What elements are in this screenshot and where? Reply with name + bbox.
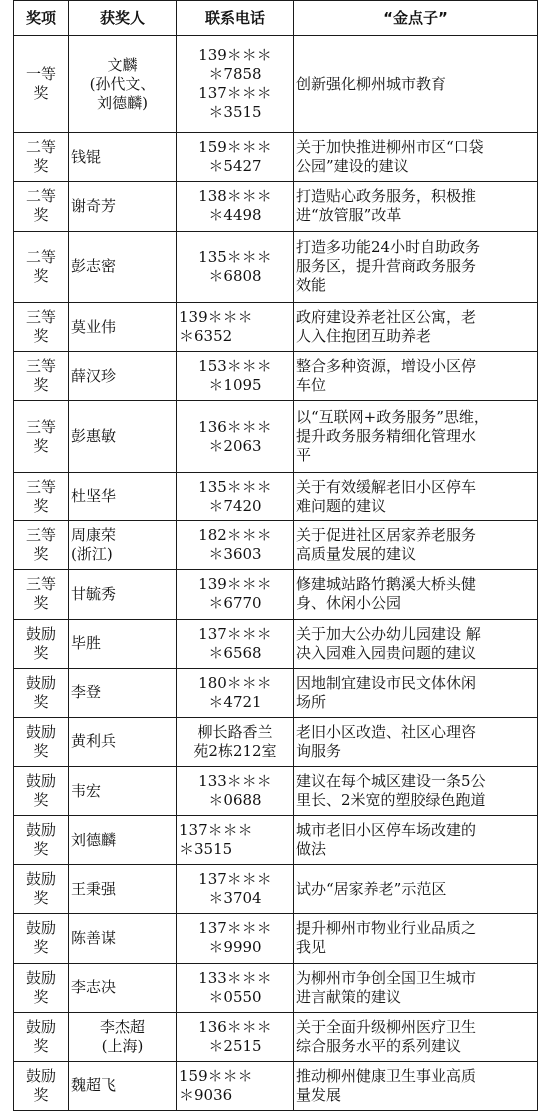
winner-name: 莫业伟 [69,303,177,352]
table-row [14,133,538,182]
header-winner: 获奖人 [69,1,177,36]
winner-name: 钱锟 [69,133,177,182]
idea-text: 城市老旧小区停车场改建的 做法 [294,816,538,865]
idea-text: 推动柳州健康卫生事业高质 量发展 [294,1061,538,1110]
contact-phone: 133＊＊＊ ＊0550 [177,963,294,1012]
contact-phone: 139＊＊＊ ＊6352 [177,303,294,352]
winner-name: 李登 [69,668,177,717]
winner-name: 韦宏 [69,766,177,815]
winner-name: 薛汉珍 [69,352,177,401]
idea-text: 政府建设养老社区公寓，老 人入住抱团互助养老 [294,303,538,352]
award-level: 二等 奖 [14,231,69,303]
contact-phone: 136＊＊＊ ＊2515 [177,1012,294,1061]
idea-text: 关于全面升级柳州医疗卫生 综合服务水平的系列建议 [294,1012,538,1061]
header-phone: 联系电话 [177,1,294,36]
award-level: 鼓励 奖 [14,668,69,717]
contact-phone: 136＊＊＊ ＊2063 [177,401,294,473]
contact-phone: 135＊＊＊ ＊7420 [177,473,294,521]
idea-text: 打造贴心政务服务，积极推 进“放管服”改革 [294,182,538,231]
award-level: 鼓励 奖 [14,816,69,865]
winner-name: 王秉强 [69,865,177,914]
contact-phone: 182＊＊＊ ＊3603 [177,521,294,570]
idea-text: 关于促进社区居家养老服务 高质量发展的建议 [294,521,538,570]
winner-name: 文麟 (孙代文、 刘德麟) [69,36,177,133]
table-row [14,401,538,473]
table-row [14,816,538,865]
table-row [14,36,538,133]
table-row [14,766,538,815]
table-row [14,717,538,766]
contact-address: 柳长路香兰 苑2栋212室 [177,717,294,766]
award-level: 三等 奖 [14,303,69,352]
table-row [14,963,538,1012]
award-level: 三等 奖 [14,473,69,521]
contact-phone: 159＊＊＊ ＊5427 [177,133,294,182]
winner-name: 李志决 [69,963,177,1012]
idea-text: 建议在每个城区建设一条5公 里长、2米宽的塑胶绿色跑道 [294,766,538,815]
award-level: 鼓励 奖 [14,914,69,963]
table-row [14,1012,538,1061]
idea-text: 打造多功能24小时自助政务 服务区，提升营商政务服务 效能 [294,231,538,303]
idea-text: 以“互联网+政务服务”思维， 提升政务服务精细化管理水 平 [294,401,538,473]
table-row [14,570,538,619]
award-level: 三等 奖 [14,352,69,401]
award-level: 鼓励 奖 [14,1061,69,1110]
contact-phone: 159＊＊＊ ＊9036 [177,1061,294,1110]
table-row [14,231,538,303]
idea-text: 试办“居家养老”示范区 [294,865,538,914]
contact-phone: 139＊＊＊ ＊7858 137＊＊＊ ＊3515 [177,36,294,133]
idea-text: 老旧小区改造、社区心理咨 询服务 [294,717,538,766]
header-idea: “金点子” [294,1,538,36]
award-level: 鼓励 奖 [14,766,69,815]
idea-text: 关于加大公办幼儿园建设 解 决入园难入园贵问题的建议 [294,619,538,668]
award-level: 鼓励 奖 [14,717,69,766]
table-row [14,619,538,668]
table-row [14,521,538,570]
award-level: 鼓励 奖 [14,963,69,1012]
table-row [14,1061,538,1110]
contact-phone: 137＊＊＊ ＊3704 [177,865,294,914]
contact-phone: 153＊＊＊ ＊1095 [177,352,294,401]
winner-name: 谢奇芳 [69,182,177,231]
winner-name: 甘毓秀 [69,570,177,619]
contact-phone: 137＊＊＊ ＊3515 [177,816,294,865]
contact-phone: 133＊＊＊ ＊0688 [177,766,294,815]
winner-name: 杜坚华 [69,473,177,521]
contact-phone: 180＊＊＊ ＊4721 [177,668,294,717]
award-level: 鼓励 奖 [14,619,69,668]
table-row [14,303,538,352]
table-row [14,865,538,914]
winner-name: 黄利兵 [69,717,177,766]
idea-text: 关于有效缓解老旧小区停车 难问题的建议 [294,473,538,521]
winner-name: 周康荣 (浙江) [69,521,177,570]
table-row [14,668,538,717]
winner-name: 魏超飞 [69,1061,177,1110]
winner-name: 毕胜 [69,619,177,668]
idea-text: 提升柳州市物业行业品质之 我见 [294,914,538,963]
winner-name: 彭惠敏 [69,401,177,473]
contact-phone: 139＊＊＊ ＊6770 [177,570,294,619]
award-level: 三等 奖 [14,401,69,473]
award-level: 二等 奖 [14,133,69,182]
table-row [14,914,538,963]
award-level: 一等 奖 [14,36,69,133]
winner-name: 彭志密 [69,231,177,303]
winner-name: 刘德麟 [69,816,177,865]
award-level: 三等 奖 [14,521,69,570]
header-row [14,1,538,36]
contact-phone: 137＊＊＊ ＊9990 [177,914,294,963]
winner-name: 陈善谋 [69,914,177,963]
idea-text: 为柳州市争创全国卫生城市 进言献策的建议 [294,963,538,1012]
contact-phone: 135＊＊＊ ＊6808 [177,231,294,303]
idea-text: 因地制宜建设市民文体休闲 场所 [294,668,538,717]
awards-table [13,0,538,1111]
contact-phone: 137＊＊＊ ＊6568 [177,619,294,668]
award-level: 鼓励 奖 [14,1012,69,1061]
idea-text: 关于加快推进柳州市区“口袋 公园”建设的建议 [294,133,538,182]
award-level: 鼓励 奖 [14,865,69,914]
winner-name: 李杰超 (上海) [69,1012,177,1061]
award-level: 二等 奖 [14,182,69,231]
contact-phone: 138＊＊＊ ＊4498 [177,182,294,231]
header-award: 奖项 [14,1,69,36]
table-row [14,473,538,521]
idea-text: 整合多种资源，增设小区停 车位 [294,352,538,401]
idea-text: 修建城站路竹鹅溪大桥头健 身、休闲小公园 [294,570,538,619]
table-row [14,352,538,401]
award-level: 三等 奖 [14,570,69,619]
idea-text: 创新强化柳州城市教育 [294,36,538,133]
table-row [14,182,538,231]
